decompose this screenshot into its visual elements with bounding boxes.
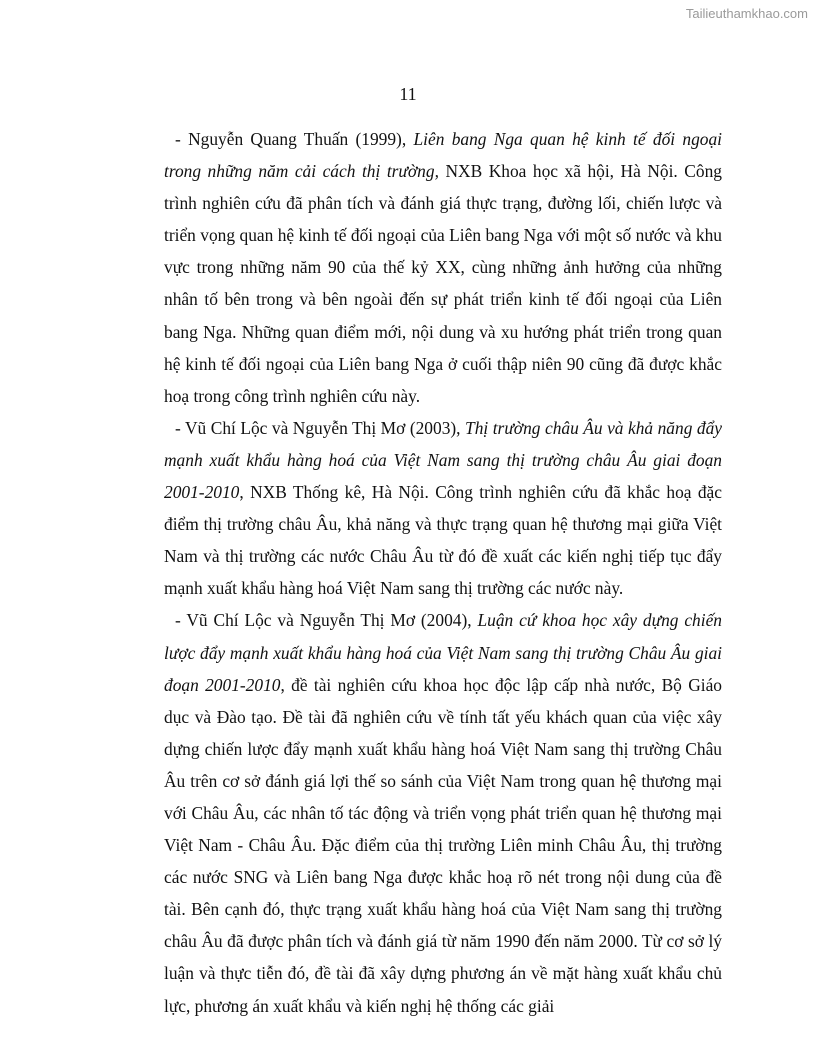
reference-paragraph-3 <box>164 604 722 1021</box>
reference-author-1: - Nguyễn Quang Thuấn (1999), <box>175 129 414 149</box>
reference-body-1: NXB Khoa học xã hội, Hà Nội. Công trình nghiên cứu đã phân tích và đánh giá thực trạng, đường lối, chiến lược và triển vọng quan hệ kinh tế đối ngoại của Liên bang Nga với một số nước và khu vực trong những năm 90 của thế kỷ XX, cùng những ảnh hưởng của những nhân tố bên trong và bên ngoài đến sự phát triển kinh tế đối ngoại của Liên bang Nga. Những quan điểm mới, nội dung và xu hướng phát triển trong quan hệ kinh tế đối ngoại của Liên bang Nga ở cuối thập niên 90 cũng đã được khắc hoạ trong công trình nghiên cứu này. <box>164 161 722 406</box>
reference-paragraph-2 <box>164 412 722 605</box>
reference-title-2: Thị trường châu Âu và khả năng đẩy mạnh xuất khẩu hàng hoá của Việt Nam sang thị trường châu Âu giai đoạn 2001-2010 <box>164 417 722 503</box>
reference-paragraph-1 <box>164 123 722 412</box>
page-body <box>164 123 722 1022</box>
reference-title-3: Luận cứ khoa học xây dựng chiến lược đẩy mạnh xuất khẩu hàng hoá của Việt Nam sang thị trường Châu Âu giai đoạn 2001-2010 <box>164 610 722 695</box>
reference-body-3: , đề tài nghiên cứu khoa học độc lập cấp nhà nước, Bộ Giáo dục và Đào tạo. Đề tài đã nghiên cứu về tính tất yếu khách quan của việc xây dựng chiến lược đẩy mạnh xuất khẩu hàng hoá Việt Nam sang thị trường Châu Âu trên cơ sở đánh giá lợi thế so sánh của Việt Nam trong quan hệ thương mại với Châu Âu, các nhân tố tác động và triển vọng phát triển quan hệ thương mại Việt Nam - Châu Âu. Đặc điểm của thị trường Liên minh Châu Âu, thị trường các nước SNG và Liên bang Nga được khắc hoạ rõ nét trong nội dung của đề tài. Bên cạnh đó, thực trạng xuất khẩu hàng hoá của Việt Nam sang thị trường châu Âu đã được phân tích và đánh giá từ năm 1990 đến năm 2000. Từ cơ sở lý luận và thực tiễn đó, đề tài đã xây dựng phương án về mặt hàng xuất khẩu chủ lực, phương án xuất khẩu và kiến nghị hệ thống các giải <box>164 674 722 1016</box>
page-number: 11 <box>399 84 417 104</box>
reference-body-2: , NXB Thống kê, Hà Nội. Công trình nghiên cứu đã khắc hoạ đặc điểm thị trường châu Âu, khả năng và thực trạng quan hệ thương mại giữa Việt Nam và thị trường các nước Châu Âu từ đó đề xuất các kiến nghị tiếp tục đẩy mạnh xuất khẩu hàng hoá Việt Nam sang thị trường các nước này. <box>164 482 722 599</box>
reference-author-3: - Vũ Chí Lộc và Nguyễn Thị Mơ (2004), <box>175 610 478 631</box>
reference-author-2: - Vũ Chí Lộc và Nguyễn Thị Mơ (2003), <box>175 417 466 438</box>
watermark: Tailieuthamkhao.com <box>685 6 808 21</box>
reference-title-1: Liên bang Nga quan hệ kinh tế đối ngoại trong những năm cải cách thị trường, <box>164 129 722 182</box>
